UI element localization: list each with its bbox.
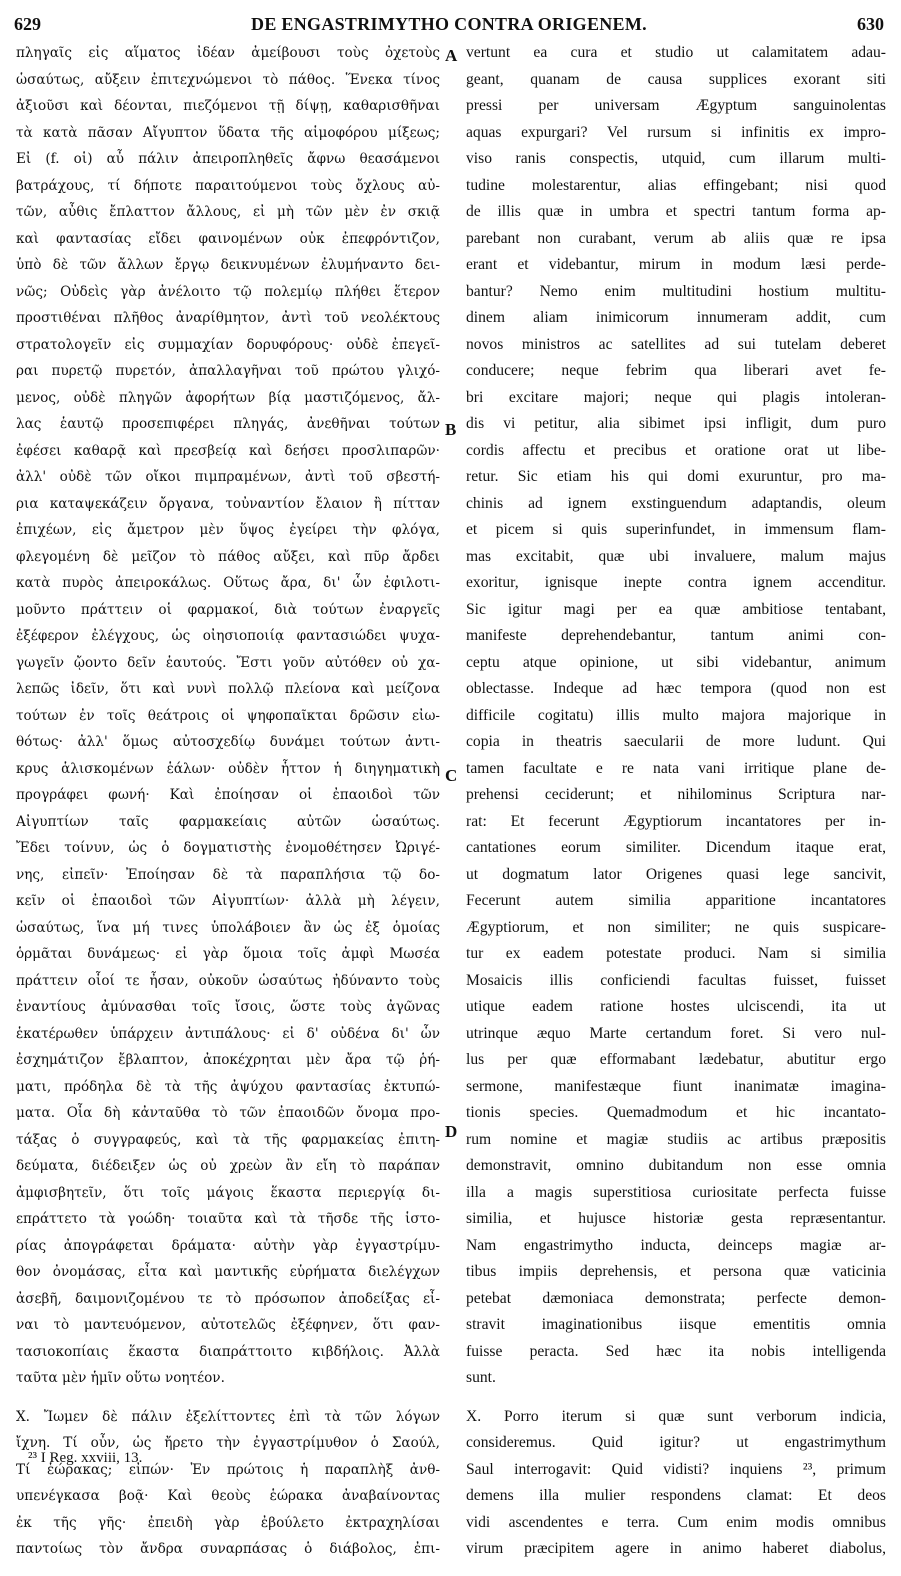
greek-line: Τί ἑώρακας; εἰπών· Ἐν πρώτοις ἡ παραπλὴξ ἀνθ-	[16, 1461, 440, 1478]
latin-line: fuisse peracta. Sed hæc ita nobis intelligenda	[466, 1342, 886, 1360]
greek-line: θον ὀνομάσας, εἶτα καὶ μαντικῆς εὑρήματα διελέγχων	[16, 1264, 440, 1280]
greek-line: κεῖν οἱ ἐπαοιδοὶ τῶν Αἰγυπτίων· ἀλλὰ μὴ λέγειν,	[16, 893, 440, 909]
running-header	[14, 6, 884, 40]
greek-line: ἀλλ' οὐδὲ τῶν οἴκοι πιμπραμένων, ἀντὶ τοῦ σβεστή-	[16, 469, 440, 485]
latin-line: pressi per universam Ægyptum sanguinolentas	[466, 97, 886, 114]
latin-line: vertunt ea cura et studio ut calamitatem adau-	[466, 44, 886, 61]
greek-line: μενος, οὐδὲ πληγῶν ἀφορήτων βίᾳ μαστιζόμενος, ἄλ-	[16, 389, 440, 406]
latin-line: aquas expurgari? Vel rursum si infinitis ex impro-	[466, 123, 886, 141]
greek-line: πράττειν οἷοί τε ἦσαν, οὐκοῦν ὡσαύτως ἠδύναντο τοὺς	[16, 972, 440, 989]
paragraph-gap	[16, 1392, 440, 1404]
latin-line: erant et videbantur, mirum in modum læsi perde-	[466, 256, 886, 273]
latin-line: ceptu atque opinione, ut sibi videbantur, animum	[466, 653, 886, 671]
latin-line: sermone, manifestæque fiunt inanimatæ imagina-	[466, 1077, 886, 1095]
greek-line: προστιθέναι πλῆθος ἀναρίθμητον, ἀντὶ τοῦ νεολέκτους	[16, 310, 440, 326]
latin-line: sunt.	[466, 1369, 496, 1386]
greek-line: κατὰ πυρὸς ἀπειροκάλως. Οὕτως ἄρα, δι' ὧν ἐφιλοτι-	[16, 575, 440, 591]
greek-line: ἑκατέρωθεν ὑπάρχειν ἀντιπάλους· εἰ δ' οὐδένα δι' ὧν	[16, 1025, 440, 1042]
greek-line: τὰ κατὰ πᾶσαν Αἴγυπτον ὕδατα τῆς αἱμοφόρου μίξεως;	[16, 124, 440, 141]
greek-line: ἐπιχέων, εἰς ἄμετρον μὲν ὕψος ἐγείρει τὴν φλόγα,	[16, 522, 440, 538]
greek-line: φλεγομένη δὲ μεῖζον τὸ πάθος αὔξει, καὶ πῦρ ἄρδει	[16, 548, 440, 565]
latin-line: parebant non curabant, verum ab aliis quæ re ipsa	[466, 229, 886, 247]
latin-line: chinis ad ignem exstinguendum adaptandis, oleum	[466, 494, 886, 512]
greek-line: λας ἑαυτῷ προσεπιφέρει πληγάς, ἀνεθῆναι τούτων	[16, 416, 440, 432]
greek-line: μοῦντο πράττειν οἱ φαρμακοί, διὰ τούτων ἐναργεῖς	[16, 601, 440, 618]
paragraph-gap	[466, 1392, 886, 1404]
greek-line: ὡσαύτως, ἵνα μή τινες ὑπολάβοιεν ἂν ὡς ἐξ ὁμοίας	[16, 919, 440, 936]
greek-line: τασιοκοπίαις ἕκαστα διαπράττοιτο κιβδήλοις. Ἀλλὰ	[16, 1343, 440, 1360]
latin-line: rum nomine et magiæ studiis ac artibus præpositis	[466, 1130, 886, 1148]
margin-marker-b: B	[445, 420, 457, 439]
greek-line: ταῦτα μὲν ἡμῖν οὕτω νοητέον.	[16, 1370, 225, 1386]
greek-line: ρια καταψεκάζειν ὄργανα, τοὐναντίον ἔλαιον ἢ πίτταν	[16, 495, 440, 512]
greek-line: τούτων ἐν τοῖς θεάτροις οἱ ψηφοπαῖκται δρῶσιν εἰω-	[16, 707, 440, 724]
latin-line: utrinque æquo Marte certandum foret. Si vero nul-	[466, 1024, 886, 1042]
latin-line: illa a magis superstitiosa curiositate perfecta fuisse	[466, 1183, 886, 1201]
latin-line: utique eadem ratione hostes ulciscendi, ita ut	[466, 998, 886, 1015]
greek-line: νης, εἰπεῖν· Ἐποίησαν δὲ τὰ παραπλήσια τῷ δο-	[16, 866, 440, 883]
latin-line: tamen facultate e re nata vani irritique plane de-	[466, 759, 886, 777]
latin-line: exoritur, ignisque inepte contra ignem accenditur.	[466, 574, 886, 591]
latin-line: consideremus. Quid igitur? ut engastrimythum	[466, 1434, 886, 1451]
latin-line: vidi ascendentes e terra. Cum enim modis omnibus	[466, 1513, 886, 1531]
greek-line: Χ. Ἴωμεν δὲ πάλιν ἐξελίττοντες ἐπὶ τὰ τῶν λόγων	[16, 1408, 440, 1425]
latin-line: Mosaicis illis conficiendi facultas fuisset, fuisset	[466, 971, 886, 989]
greek-line: ραι πυρετῷ πυρετόν, ἀπαλλαγῆναι τοῦ πρώτου γλιχό-	[16, 363, 440, 379]
latin-line: petebat dæmoniaca demonstrata; perfecte demon-	[466, 1289, 886, 1307]
latin-line: tur ex eadem potestate produci. Nam si similia	[466, 945, 886, 962]
latin-line: et picem si quis superinfundet, in immensum flam-	[466, 521, 886, 538]
latin-line: prehensi ceciderunt; et nihilominus Scriptura nar-	[466, 786, 886, 803]
greek-line: τάξας ὁ συγγραφεύς, καὶ τὰ τῆς φαρμακείας ἐπιτη-	[16, 1131, 440, 1148]
margin-marker-c: C	[445, 766, 458, 785]
running-title: DE ENGASTRIMYTHO CONTRA ORIGENEM.	[251, 14, 647, 34]
greek-line: καὶ φαντασίας εἴδει φαινομένων οὐκ ἐπεφρόντιζον,	[16, 230, 440, 247]
latin-line: virum præcipitem agere in animo haberet diabolus,	[466, 1540, 886, 1557]
latin-line: bantur? Nemo enim multitudini hostium multitu-	[466, 282, 886, 300]
latin-line: rat: Et fecerunt Ægyptiorum incantatores per in-	[466, 812, 886, 830]
greek-line: λεπῶς ἰδεῖν, ὅτι καὶ νυνὶ πολλῷ πλείονα καὶ μείζονα	[16, 681, 440, 697]
latin-line: de illis quæ in umbra et spectri tantum forma ap-	[466, 203, 886, 220]
greek-line: Ἔδει τοίνυν, ὡς ὁ δογματιστὴς ἐνομοθέτησεν Ὠριγέ-	[16, 840, 440, 856]
latin-line: Ægyptiorum, et non similiter; ne quis suspicare-	[466, 918, 886, 936]
greek-line: τῶν, αὖθις ἔπλαττον ἄλλους, εἰ μὴ τῶν μὲν ἐν σκιᾷ	[16, 204, 440, 220]
greek-line: ἴχνη. Τί οὖν, ὡς ἤρετο τὴν ἐγγαστρίμυθον ὁ Σαούλ,	[16, 1435, 440, 1451]
latin-line: dis vi petitur, alia sibimet ipsi infligit, dum puro	[466, 415, 886, 432]
latin-line: Sic igitur magi per ea quæ ambitiose tentabant,	[466, 600, 886, 618]
greek-column	[16, 40, 440, 1563]
greek-line: παντοίως τὸν ἄνδρα συναρπάσας ὁ διάβολος, ἐπι-	[16, 1541, 440, 1557]
latin-line: X. Porro iterum si quæ sunt verborum indicia,	[466, 1407, 886, 1425]
margin-marker-d: D	[445, 1122, 458, 1141]
latin-line: similia, et hujusce historiæ gesta repræsentantur.	[466, 1210, 886, 1227]
greek-line: πληγαῖς εἰς αἵματος ἰδέαν ἀμείβουσι τοὺς ὀχετοὺς	[16, 45, 440, 61]
greek-line: θότως· ἀλλ' ὅμως αὐτοσχεδίῳ δυνάμει τούτων ἀντι-	[16, 734, 440, 750]
latin-line: Fecerunt autem similia apparitione incantatores	[466, 892, 886, 909]
greek-line: ναι τὸ μαντευόμενον, αὐτοτελῶς ἐξέφηνεν, ὅτι φαν-	[16, 1317, 440, 1333]
greek-line: Εἰ (f. οἱ) αὖ πάλιν ἀπειροπληθεῖς ἄφνω θεασάμενοι	[16, 151, 440, 167]
latin-line: bri excitare majori; neque qui plagis intoleran-	[466, 388, 886, 406]
latin-line: manifeste deprehendebantur, tantum animi con-	[466, 627, 886, 644]
greek-line: ματα. Οἷα δὴ κἀνταῦθα τὸ τῶν ἐπαοιδῶν ὄνομα προ-	[16, 1105, 440, 1121]
latin-line: cantationes eorum similiter. Dicendum itaque erat,	[466, 839, 886, 856]
latin-line: ut dogmatum lator Origenes quasi lege sancivit,	[466, 865, 886, 883]
greek-line: ὑπὸ δὲ τῶν ἄλλων ἔργῳ δεικνυμένων ἐλυμήναντο δει-	[16, 257, 440, 273]
greek-line: ἐσχημάτιζον ἔβλαπτον, ἀποκέχρηται μὲν ἄρα τῷ ῥή-	[16, 1052, 440, 1068]
latin-line: mas excitabit, quæ ubi invaluere, malum majus	[466, 547, 886, 565]
latin-line: dinem aliam inimicorum innumeram addit, cum	[466, 309, 886, 326]
greek-line: ἐκ τῆς γῆς· ἐπειδὴ γὰρ ἐβούλετο ἐκτραχηλίσαι	[16, 1514, 440, 1531]
greek-line: ὡσαύτως, αὔξειν ἐπιτεχνώμενοι τὸ πάθος. Ἕνεκα τίνος	[16, 71, 440, 88]
latin-line: stravit imaginationibus iisque ementitis omnia	[466, 1316, 886, 1333]
latin-line: Saul interrogavit: Quid vidisti? inquiens ²³, primum	[466, 1460, 886, 1478]
latin-line: copia in theatris saecularii de more ludunt. Qui	[466, 733, 886, 750]
greek-line: κρυς ἁλισκομένων ἑάλων· οὐδὲν ἧττον ἡ διηγηματικὴ	[16, 760, 440, 777]
latin-line: novos ministros ac satellites ad sui tutelam deberet	[466, 335, 886, 353]
greek-line: ἐναντίους ἀμύνασθαι τοῖς ἴσοις, ὥστε τοὺς ἀγῶνας	[16, 999, 440, 1015]
latin-line: geant, quanam de causa supplices exorant siti	[466, 70, 886, 88]
greek-line: ἀσεβῆ, δαιμονιζομένου τε τὸ πρόσωπον ἀποδείξας εἶ-	[16, 1290, 440, 1307]
greek-line: ἐξέφερον ἐλέγχους, ὡς οἰησιοποιίᾳ φαντασιώδει ψυχα-	[16, 628, 440, 644]
latin-line: viso ranis conspectis, utquid, cum illarum multi-	[466, 150, 886, 167]
greek-line: Αἰγυπτίων ταῖς φαρμακείαις αὐτῶν ὡσαύτως.	[16, 813, 440, 830]
latin-line: tionis species. Quemadmodum et hic incantato-	[466, 1104, 886, 1121]
page-number-left: 629	[14, 14, 41, 34]
latin-line: demens illa mulier respondens clamat: Et deos	[466, 1487, 886, 1504]
latin-line: retur. Sic etiam his qui domi exuruntur, pro ma-	[466, 468, 886, 485]
greek-line: ματι, πρόδηλα δὲ τὰ τῆς ἀψύχου φαντασίας ἐκτυπώ-	[16, 1078, 440, 1095]
latin-line: oblectasse. Indeque ad hæc tempora (quod non est	[466, 680, 886, 697]
greek-line: υπενέγκασα βοᾷ· Καὶ θεοὺς ἑώρακα ἀναβαίνοντας	[16, 1488, 440, 1504]
latin-line: tibus impiis deprehensis, et persona quæ vaticinia	[466, 1263, 886, 1280]
greek-line: ὁρμᾶται δυνάμεως· εἰ γὰρ ὅμοια τοῖς ἀμφὶ Μωσέα	[16, 946, 440, 962]
greek-line: νῶς; Οὐδεὶς γὰρ ἀνέλοιτο τῷ πολεμίῳ πλήθει ἕτερον	[16, 283, 440, 300]
latin-line: conducere; neque febrim qua liberari avet fe-	[466, 362, 886, 379]
greek-line: επράττετο τὰ γοώδη· τοιαῦτα καὶ τὰ τῆσδε τῆς ἱστο-	[16, 1211, 440, 1227]
greek-line: στρατολογεῖν εἰς συμμαχίαν δορυφόρους· οὐδὲ ἐπεγεῖ-	[16, 336, 440, 353]
margin-marker-a: A	[445, 46, 458, 65]
latin-column	[466, 40, 886, 1563]
page-number-right: 630	[857, 14, 884, 34]
footnote: ²³ I Reg. xxviii, 13.	[28, 1450, 143, 1466]
latin-line: Nam engastrimytho inducta, deinceps magiæ ar-	[466, 1236, 886, 1254]
greek-line: δεύματα, διέδειξεν ὡς οὐ χρεὼν ἂν εἴη τὸ παράπαν	[16, 1158, 440, 1174]
greek-line: προγράφει φωνή· Καὶ ἐποίησαν οἱ ἐπαοιδοὶ τῶν	[16, 787, 440, 803]
latin-line: cordis affectu et precibus et oratione orat ut libe-	[466, 441, 886, 459]
greek-line: γωγεῖν ᾤοντο δεῖν ἑαυτούς. Ἔστι γοῦν αὐτόθεν οὐ χα-	[16, 654, 440, 671]
latin-line: difficile cogitatu) illis multo majora majorique in	[466, 706, 886, 724]
greek-line: ἀξιοῦσι καὶ δέονται, πιεζόμενοι τῇ δίψῃ, καθαρισθῆναι	[16, 98, 440, 114]
greek-line: ρίας ἀπογράφεται δράματα· αὐτὴν γὰρ ἐγγαστρίμυ-	[16, 1237, 440, 1254]
latin-line: demonstravit, omnino dubitandum non esse omnia	[466, 1157, 886, 1174]
greek-line: ἐφέσει καθαρᾷ καὶ πρεσβείᾳ καὶ δεήσει προσλιπαρῶν·	[16, 442, 440, 459]
greek-line: ἀμφισβητεῖν, ὅτι τοῖς μάγοις ἕκαστα περιεργίᾳ δι-	[16, 1184, 440, 1201]
greek-line: βατράχους, τί δήποτε παραιτούμενοι τοὺς ὄχλους αὐ-	[16, 177, 440, 194]
latin-line: tudine molestarentur, alias effingebant; nisi quod	[466, 176, 886, 194]
latin-line: lus per quæ efformabant lædebatur, abutitur ergo	[466, 1051, 886, 1068]
